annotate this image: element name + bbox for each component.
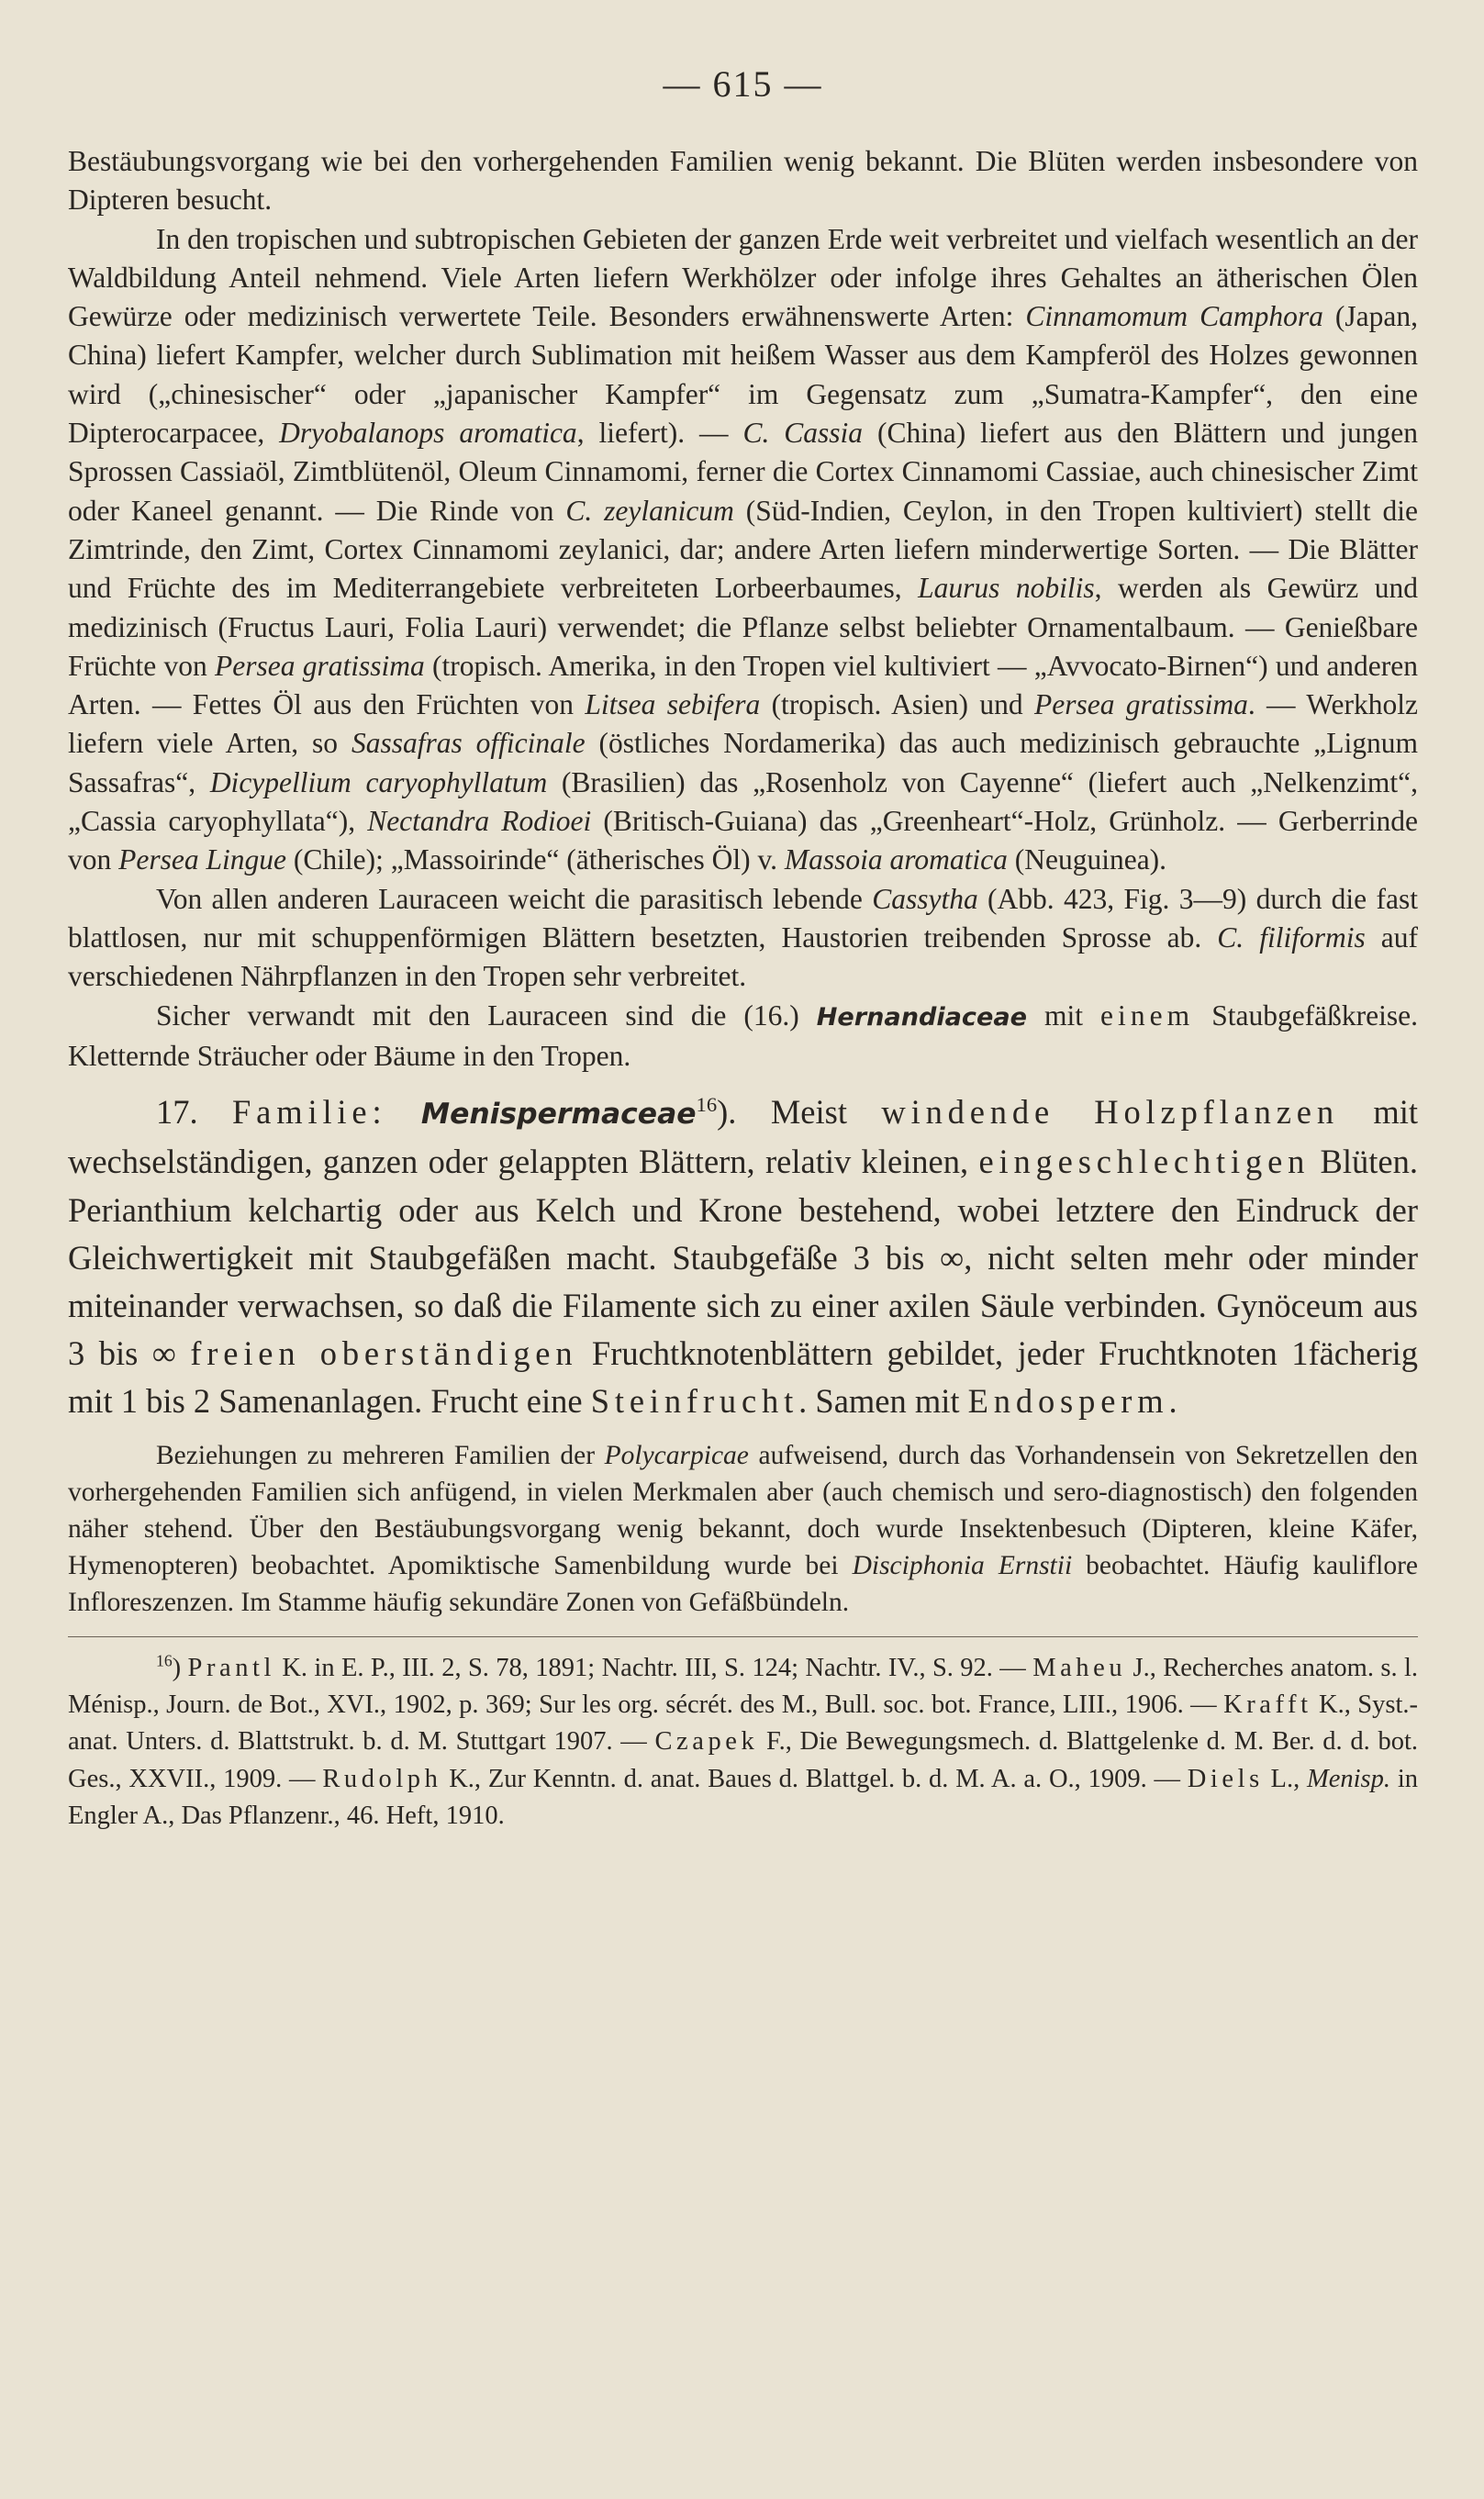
- author-name: Rudolph: [322, 1764, 442, 1793]
- species-name: Persea gratissima: [1033, 688, 1248, 721]
- author-name: Czapek: [654, 1727, 759, 1757]
- species-name: Dryobalanops aromatica: [279, 417, 577, 450]
- text-run: F., Die Bewegungsmech. d. Blattgelenke d. M. Ber. d. d. bot. Ges., XXVII., 1909. —: [68, 1727, 1418, 1793]
- text-run: auf verschiedenen Nährpflanzen in den Tropen sehr verbreitet.: [68, 920, 1418, 993]
- emphasis: einem: [1100, 998, 1195, 1032]
- text-run: (Brasilien) das „Rosenholz von Cayenne“ (liefert auch „Nelkenzimt“, „Cassia caryophyllata“),: [68, 765, 1419, 838]
- text-run: , werden als Gewürz und medizinisch (Fructus Lauri, Folia Lauri) verwendet; die Pflanze selbst beliebter Ornamentalbaum. — Genießbare Früchte von: [68, 572, 1418, 682]
- family-number: 17.: [156, 1093, 198, 1132]
- text-run: Von allen anderen Lauraceen weicht die parasitisch lebende: [156, 882, 873, 915]
- family-name: Menispermaceae: [420, 1098, 697, 1132]
- emphasis: Endosperm: [967, 1382, 1169, 1421]
- text-run: (tropisch. Asien) und: [760, 688, 1034, 721]
- text-run: mit wechselständigen, ganzen oder gelappten Blättern, relativ kleinen,: [68, 1093, 1419, 1181]
- species-name: C. Cassia: [742, 417, 864, 450]
- species-name: Sassafras officinale: [351, 727, 586, 760]
- family-description: [68, 1088, 1418, 1425]
- text-run: Fruchtknotenblättern gebildet, jeder Fruchtknoten 1fächerig mit 1 bis 2 Samenanlagen. Frucht eine: [68, 1334, 1418, 1421]
- text-run: (China) liefert aus den Blättern und jungen Sprossen Cassiaöl, Zimtblütenöl, Oleum Cinnamomi, ferner die Cortex Cinnamomi Cassiae, auch chinesischer Zimt oder Kaneel genannt. — Die Rinde von: [68, 417, 1418, 527]
- text-run: K., Syst.-anat. Unters. d. Blattstrukt. b. d. M. Stuttgart 1907. —: [68, 1690, 1418, 1757]
- emphasis: Steinfrucht: [590, 1382, 799, 1421]
- page-number: — 615 —: [663, 63, 823, 105]
- text-run: . — Werkholz liefern viele Arten, so: [68, 688, 1419, 760]
- text-run: ). Meist: [717, 1093, 882, 1132]
- species-name: Nectandra Rodioei: [367, 805, 592, 838]
- species-name: Litsea sebifera: [585, 688, 761, 721]
- taxon-name: Polycarpicae: [604, 1440, 749, 1470]
- paragraph-relations: [68, 1437, 1418, 1622]
- text-run: In den tropischen und subtropischen Gebieten der ganzen Erde weit verbreitet und vielfach wesentlich an der Waldbildung Anteil nehmend. Viele Arten liefern Werkhölzer oder infolge ihres Gehaltes an ätherischen Ölen Gewürze oder medizinisch verwertete Teile. Besonders erwähnenswerte Arten:: [68, 222, 1418, 333]
- text-run: Bestäubungsvorgang wie bei den vorhergehenden Familien wenig bekannt. Die Blüten werden insbesondere von Dipteren besucht.: [68, 145, 1418, 217]
- species-name: Cinnamomum Camphora: [1025, 300, 1323, 333]
- paragraph-distribution: [68, 220, 1418, 880]
- species-name: Persea Lingue: [118, 843, 286, 876]
- taxon-name: Menisp.: [1307, 1764, 1391, 1793]
- text-run: K., Zur Kenntn. d. anat. Baues d. Blattgel. b. d. M. A. a. O., 1909. —: [441, 1764, 1188, 1793]
- text-run: aufweisend, durch das Vorhandensein von Sekretzellen den vorhergehenden Familien sich anfügend, in vielen Merkmalen aber (auch chemisch und sero-diagnostisch) den folgenden näher stehend. Über den Bestäubungsvorgang wenig bekannt, doch wurde Insektenbesuch (Dipteren, kleine Käfer, Hymenopteren) beobachtet. Apomiktische Samenbildung wurde bei: [68, 1440, 1418, 1581]
- text-run: Blüten. Perianthium kelchartig oder aus Kelch und Krone bestehend, wobei letztere den Eindruck der Gleichwertigkeit mit Staubgefäßen macht. Staubgefäße 3 bis ∞, nicht selten mehr oder minder miteinander verwachsen, so daß die Filamente sich zu einer axilen Säule verbinden. Gynöceum aus 3 bis ∞: [68, 1143, 1418, 1373]
- emphasis: windende Holzpflanzen: [881, 1093, 1339, 1132]
- text-run: (Japan, China) liefert Kampfer, welcher durch Sublimation mit heißem Wasser aus dem Kampferöl des Holzes gewonnen wird („chinesischer“ oder „japanischer Kampfer“ im Gegensatz zum „Sumatra-Kampfer“, den eine Dipterocarpacee,: [68, 300, 1418, 450]
- footnote-divider: [68, 1636, 1418, 1637]
- author-name: Diels: [1187, 1764, 1264, 1793]
- text-run: . Samen mit: [798, 1382, 968, 1421]
- species-name: Massoia aromatica: [784, 843, 1008, 876]
- species-name: C. filiformis: [1217, 920, 1366, 954]
- family-label: Familie:: [232, 1093, 387, 1132]
- author-name: Prantl: [187, 1653, 275, 1682]
- emphasis: freien oberständigen: [190, 1334, 578, 1373]
- text-run: L.,: [1263, 1764, 1307, 1793]
- text-run: beobachtet. Häufig kauliflore Infloreszenzen. Im Stamme häufig sekundäre Zonen von Gefäßbündeln.: [68, 1551, 1418, 1618]
- text-run: (Abb. 423, Fig. 3—9) durch die fast blattlosen, nur mit schuppenförmigen Blättern besetzten, Haustorien treibenden Sprosse ab.: [68, 882, 1419, 954]
- author-name: Krafft: [1223, 1690, 1312, 1719]
- text-run: Sicher verwandt mit den Lauraceen sind die (16.): [156, 998, 817, 1032]
- species-name: Persea gratissima: [215, 649, 425, 682]
- text-run: (Süd-Indien, Ceylon, in den Tropen kultiviert) stellt die Zimtrinde, den Zimt, Cortex Cinnamomi zeylanici, dar; andere Arten liefern minderwertige Sorten. — Die Blätter und Früchte des im Mediterrangebiete verbreiteten Lorbeerbaumes,: [68, 494, 1419, 605]
- text-run: Staubgefäßkreise. Kletternde Sträucher oder Bäume in den Tropen.: [68, 998, 1418, 1072]
- paragraph-hernandiaceae: [68, 997, 1418, 1077]
- text-run: (Chile); „Massoirinde“ (ätherisches Öl) v.: [285, 843, 785, 876]
- text-run: in Engler A., Das Pflanzenr., 46. Heft, 1910.: [68, 1764, 1418, 1831]
- text-run: Beziehungen zu mehreren Familien der: [156, 1440, 605, 1470]
- text-run: (Neuguinea).: [1007, 843, 1167, 876]
- text-run: .: [1168, 1382, 1177, 1421]
- species-name: Cassytha: [872, 882, 978, 915]
- text-run: , liefert). —: [576, 417, 743, 450]
- species-name: Disciphonia Ernstii: [852, 1551, 1073, 1581]
- species-name: Dicypellium caryophyllatum: [209, 765, 548, 798]
- footnote-reference: 16: [696, 1092, 718, 1116]
- text-run: J., Recherches anatom. s. l. Ménisp., Journ. de Bot., XVI., 1902, p. 369; Sur les org. sécrét. des M., Bull. soc. bot. France, LIII., 1906. —: [68, 1653, 1418, 1719]
- species-name: Laurus nobilis: [918, 572, 1095, 605]
- text-run: ): [172, 1653, 188, 1682]
- text-run: mit: [1026, 998, 1101, 1032]
- text-run: K. in E. P., III. 2, S. 78, 1891; Nachtr. III, S. 124; Nachtr. IV., S. 92. —: [274, 1653, 1033, 1682]
- author-name: Maheu: [1032, 1653, 1127, 1682]
- text-run: (östliches Nordamerika) das auch medizinisch gebrauchte „Lignum Sassafras“,: [68, 727, 1418, 798]
- emphasis: eingeschlechtigen: [978, 1143, 1311, 1181]
- text-run: (tropisch. Amerika, in den Tropen viel kultiviert — „Avvocato-Birnen“) und anderen Arten. — Fettes Öl aus den Früchten von: [68, 649, 1419, 721]
- text-run: (Britisch-Guiana) das „Greenheart“-Holz, Grünholz. — Gerberrinde von: [68, 805, 1418, 876]
- family-name: Hernandiaceae: [816, 1002, 1027, 1032]
- footnote: [68, 1650, 1418, 1835]
- footnote-mark: 16: [156, 1651, 173, 1670]
- paragraph-pollination: [68, 142, 1418, 220]
- paragraph-cassytha: [68, 880, 1418, 997]
- species-name: C. zeylanicum: [565, 494, 734, 527]
